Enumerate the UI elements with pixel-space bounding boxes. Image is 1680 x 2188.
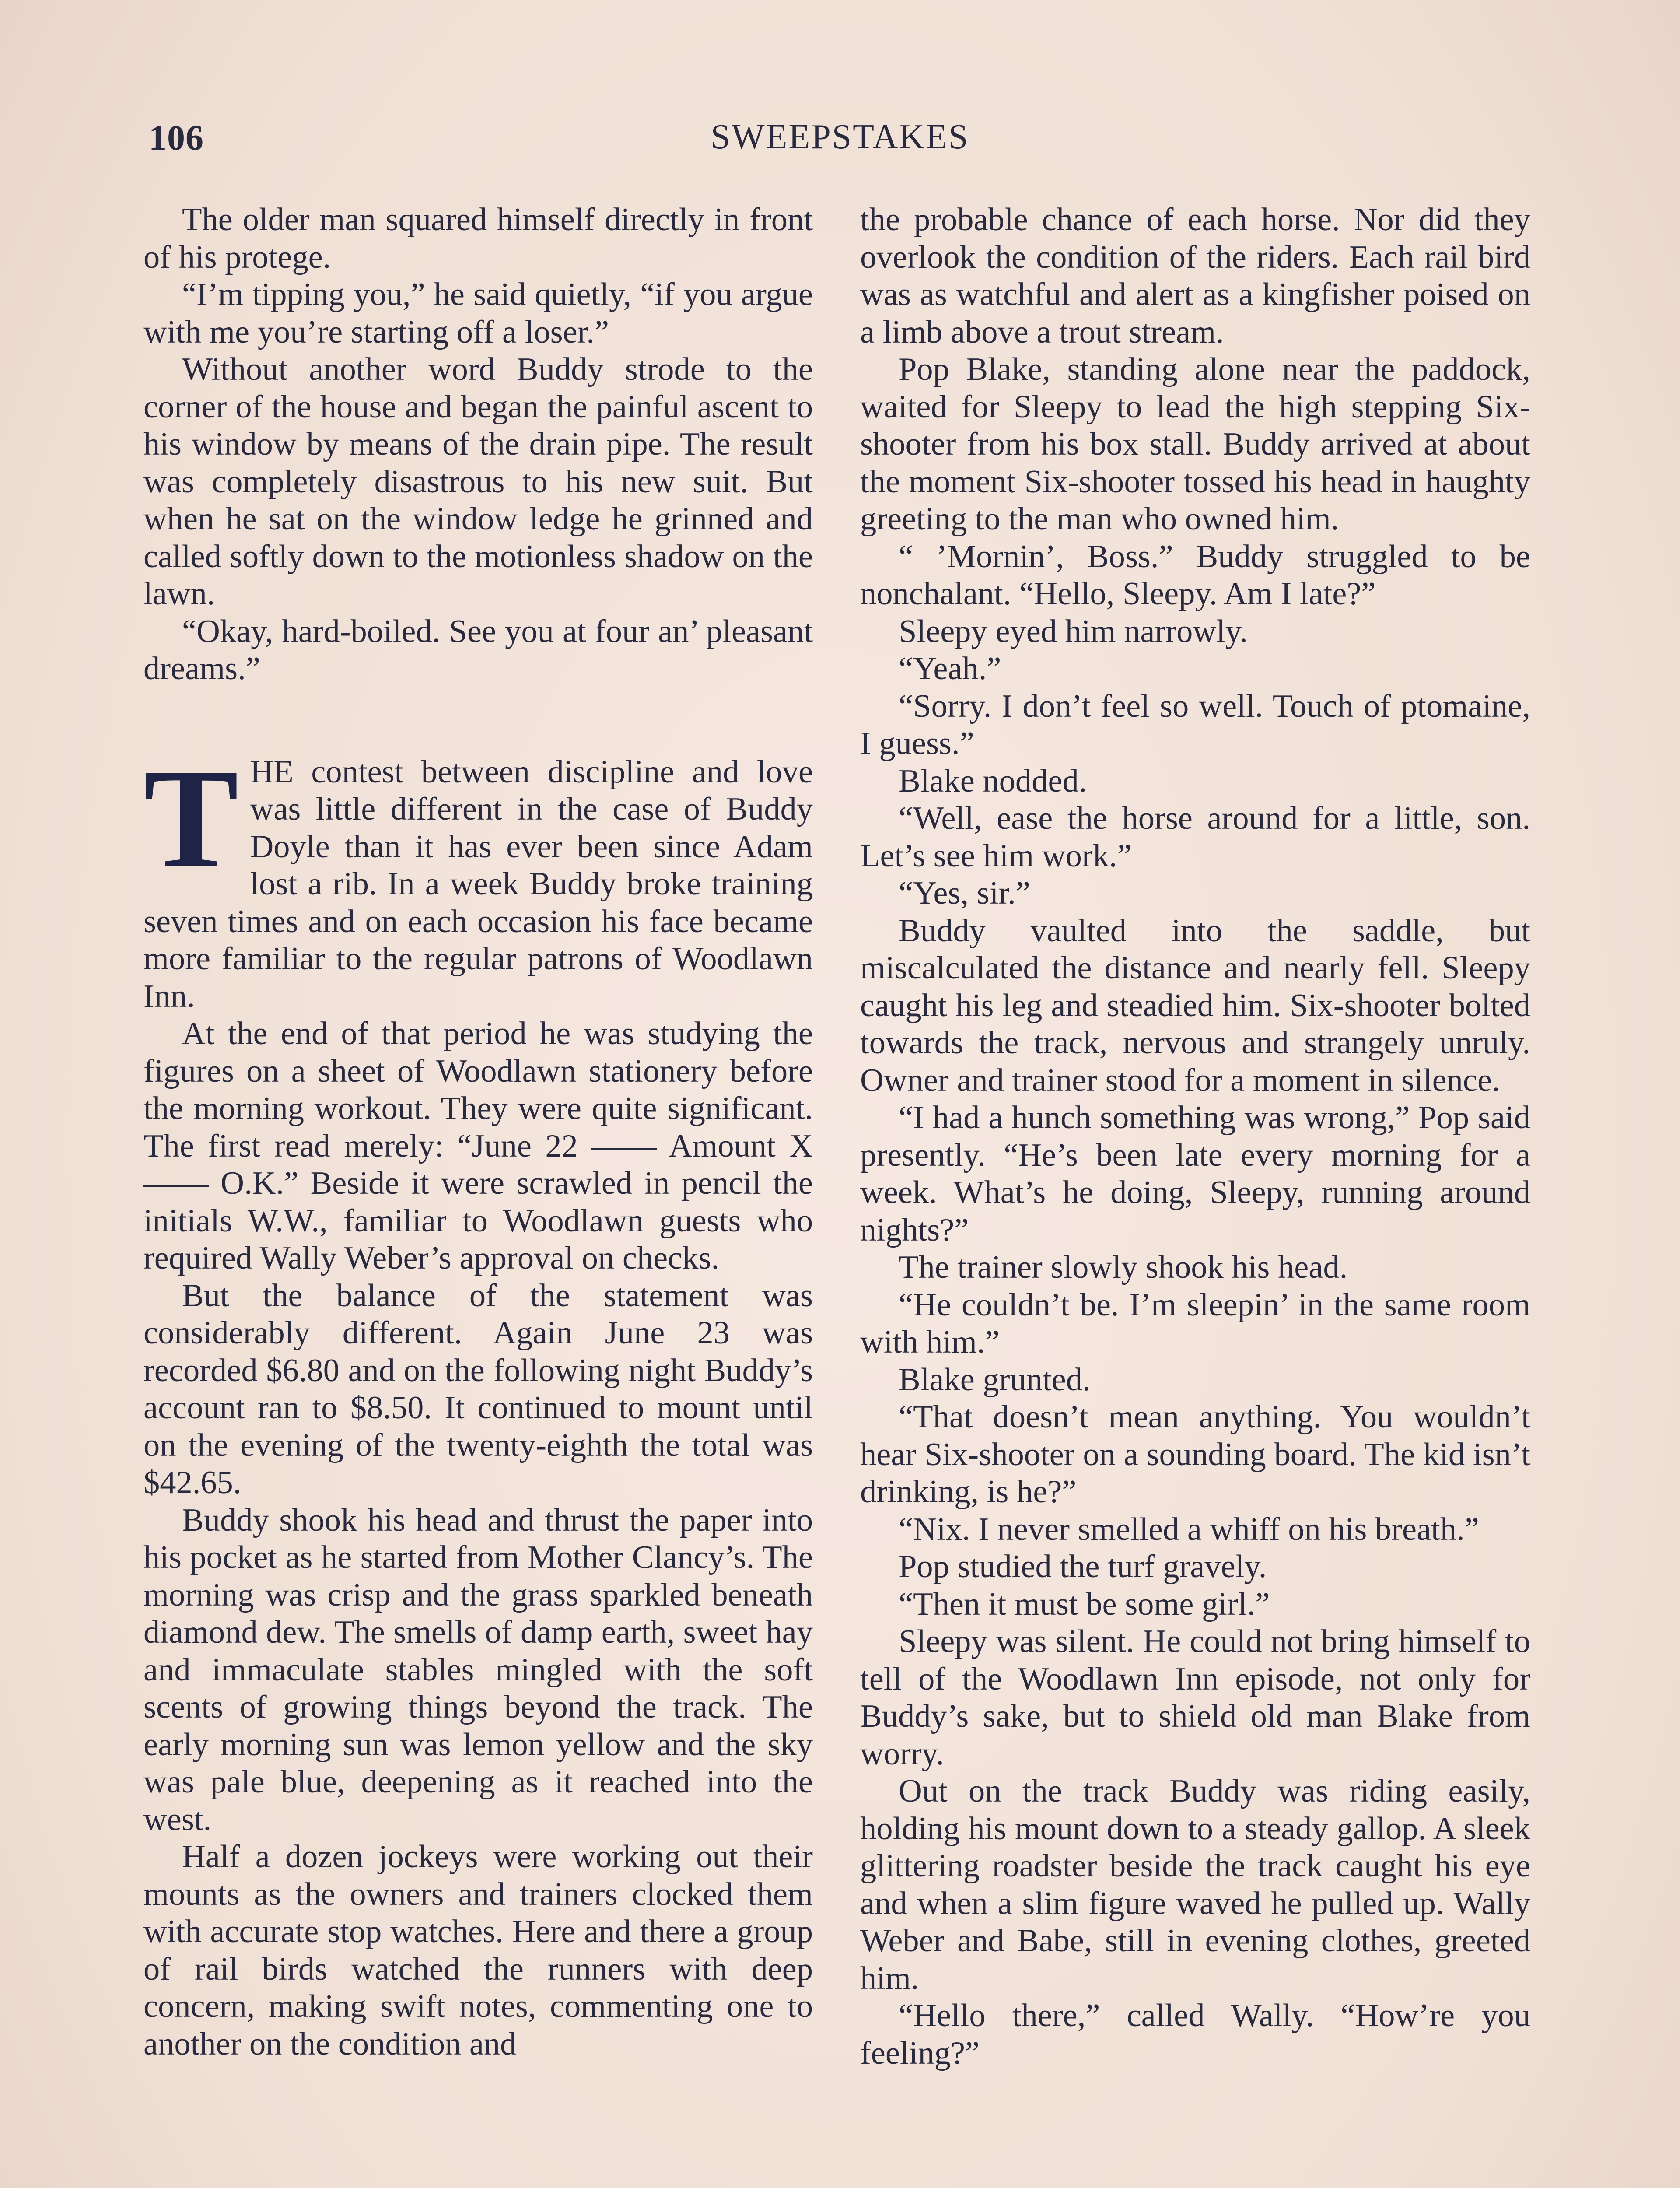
running-title: SWEEPSTAKES (710, 118, 970, 156)
paragraph: “Then it must be some girl.” (899, 1586, 1270, 1622)
drop-cap-paragraph (144, 739, 813, 1016)
paragraph: Without another word Buddy strode to the corner of the house and began the painful ascent to his window by means of the drain pipe. The result was completely disastrous to his new suit. But when he sat on the window ledge he grinned and called softly down to the motionless shadow on the lawn. (144, 351, 813, 612)
paragraph: Sleepy eyed him narrowly. (899, 613, 1248, 649)
paragraph: “Nix. I never smelled a whiff on his breath.” (899, 1511, 1479, 1547)
paragraph: Blake nodded. (899, 763, 1087, 799)
paragraph: “Sorry. I don’t feel so well. Touch of ptomaine, I guess.” (860, 688, 1530, 761)
paragraph: The trainer slowly shook his head. (899, 1249, 1348, 1285)
paragraph: “I’m tipping you,” he said quietly, “if you argue with me you’re starting off a loser.” (144, 277, 813, 350)
paragraph: Buddy vaulted into the saddle, but miscalculated the distance and nearly fell. Sleepy caught his leg and steadied him. Six-shooter bolted towards the track, nervous and strangely unruly. Owner and trainer stood for a moment in silence. (860, 912, 1530, 1098)
paragraph-text: HE contest between discipline and love was little different in the case of Buddy Doyle than it has ever been since Adam lost a rib. In a week Buddy broke training seven times and on each occasion his face became more familiar to the regular patrons of Woodlawn Inn. (144, 754, 813, 1014)
paragraph: “Yes, sir.” (899, 875, 1030, 911)
section-break (144, 688, 813, 754)
paragraph: Pop studied the turf gravely. (899, 1549, 1267, 1585)
paragraph: the probable chance of each horse. Nor did they overlook the condition of the riders. Each rail bird was as watchful and alert as a kingfisher poised on a limb above a trout stream. (860, 202, 1530, 350)
paragraph: The older man squared himself directly in front of his protege. (144, 202, 813, 275)
paragraph: “That doesn’t mean anything. You wouldn’t hear Six-shooter on a sounding board. The kid isn’t drinking, is he?” (860, 1399, 1530, 1510)
page-header (144, 117, 1536, 165)
paragraph: “Yeah.” (899, 651, 1001, 687)
right-column (860, 201, 1530, 2188)
paragraph: But the balance of the statement was considerably different. Again June 23 was recorded $6.80 and on the following night Buddy’s account ran to $8.50. It continued to mount until on the evening of the twenty-eighth the total was $42.65. (144, 1277, 813, 1501)
paragraph: Half a dozen jockeys were working out their mounts as the owners and trainers clocked them with accurate stop watches. Here and there a group of rail birds watched the runners with deep concern, making swift notes, commenting one to another on the condition and (144, 1839, 813, 2062)
page-number: 106 (149, 118, 204, 158)
paragraph: Blake grunted. (899, 1361, 1091, 1398)
paragraph: “ ’Mornin’, Boss.” Buddy struggled to be nonchalant. “Hello, Sleepy. Am I late?” (860, 538, 1530, 612)
paragraph: At the end of that period he was studying the figures on a sheet of Woodlawn stationery before the morning workout. They were quite significant. The first read merely: “June 22 —— Amount X —— O.K.” Beside it were scrawled in pencil the initials W.W., familiar to Woodlawn guests who required Wally Weber’s approval on checks. (144, 1016, 813, 1276)
paragraph: Buddy shook his head and thrust the paper into his pocket as he started from Mother Clancy’s. The morning was crisp and the grass sparkled beneath diamond dew. The smells of damp earth, sweet hay and immaculate stables mingled with the soft scents of growing things beyond the track. The early morning sun was lemon yellow and the sky was pale blue, deepening as it reached into the west. (144, 1502, 813, 1837)
paragraph: “I had a hunch something was wrong,” Pop said presently. “He’s been late every morning for a week. What’s he doing, Sleepy, running around nights?” (860, 1100, 1530, 1248)
paragraph: Out on the track Buddy was riding easily, holding his mount down to a steady gallop. A sleek glittering roadster beside the track caught his eye and when a slim figure waved he pulled up. Wally Weber and Babe, still in evening clothes, greeted him. (860, 1773, 1530, 1996)
left-column (144, 201, 813, 2188)
paragraph: Sleepy was silent. He could not bring himself to tell of the Woodlawn Inn episode, not only for Buddy’s sake, but to shield old man Blake from worry. (860, 1623, 1530, 1772)
paragraph: “Hello there,” called Wally. “How’re you feeling?” (860, 1998, 1530, 2071)
paragraph: Pop Blake, standing alone near the paddock, waited for Sleepy to lead the high stepping Six-shooter from his box stall. Buddy arrived at about the moment Six-shooter tossed his head in haughty greeting to the man who owned him. (860, 351, 1530, 537)
paragraph: “He couldn’t be. I’m sleepin’ in the same room with him.” (860, 1287, 1530, 1360)
drop-cap: T (144, 739, 239, 898)
paragraph: “Okay, hard-boiled. See you at four an’ pleasant dreams.” (144, 613, 813, 687)
paragraph: “Well, ease the horse around for a little, son. Let’s see him work.” (860, 800, 1530, 874)
